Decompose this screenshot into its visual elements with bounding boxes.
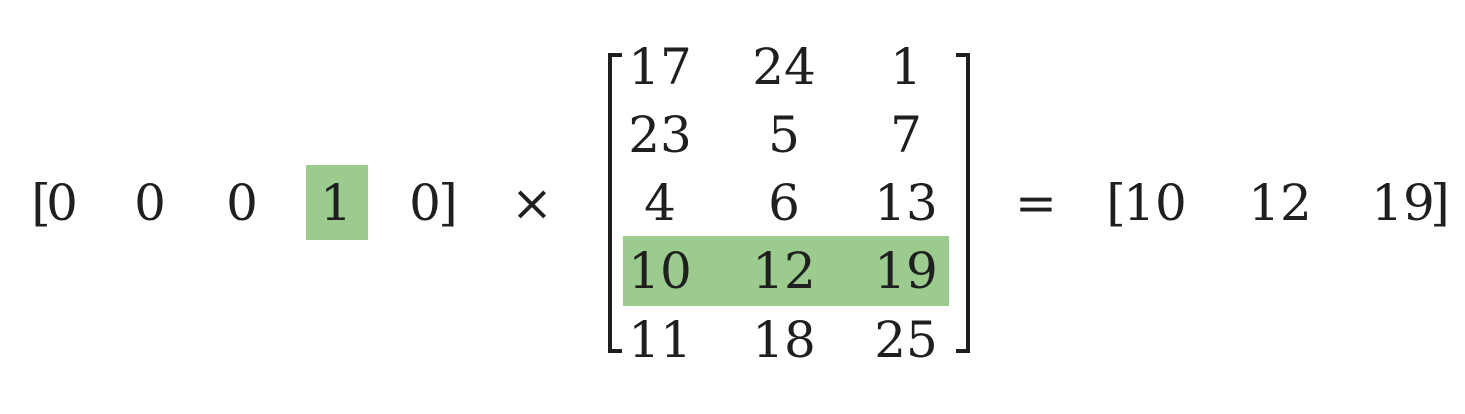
row-vector-open-bracket: [ [31,174,51,232]
matrix-cell-highlighted: 19 [874,242,938,300]
result-vector-entry: 19 [1371,174,1435,232]
equals-symbol: = [1015,174,1057,232]
result-vector-close-bracket: ] [1430,174,1450,232]
matrix-cell-highlighted: 10 [628,242,692,300]
result-vector-entry: 10 [1123,174,1187,232]
row-vector-entry-highlighted: 1 [320,174,352,232]
matrix-cell: 25 [874,311,938,369]
result-vector-open-bracket: [ [1106,174,1126,232]
matrix-cell: 18 [752,311,816,369]
matrix-cell: 17 [628,38,692,96]
row-vector-entry: 0 [409,174,441,232]
matrix-cell: 4 [644,174,676,232]
row-vector-entry: 0 [46,174,78,232]
row-vector-entry: 0 [134,174,166,232]
matrix-cell: 7 [890,106,922,164]
row-vector-close-bracket: ] [438,174,458,232]
matrix-cell-highlighted: 12 [752,242,816,300]
matrix-left-bracket [600,50,630,360]
matrix-cell: 5 [768,106,800,164]
matrix-cell: 23 [628,106,692,164]
matrix-cell: 6 [768,174,800,232]
matrix-cell: 13 [874,174,938,232]
times-symbol: × [511,174,553,232]
matrix-right-bracket [950,50,980,360]
result-vector-entry: 12 [1248,174,1312,232]
row-vector-entry: 0 [226,174,258,232]
matrix-cell: 1 [890,38,922,96]
matrix-cell: 11 [628,311,692,369]
matrix-cell: 24 [752,38,816,96]
